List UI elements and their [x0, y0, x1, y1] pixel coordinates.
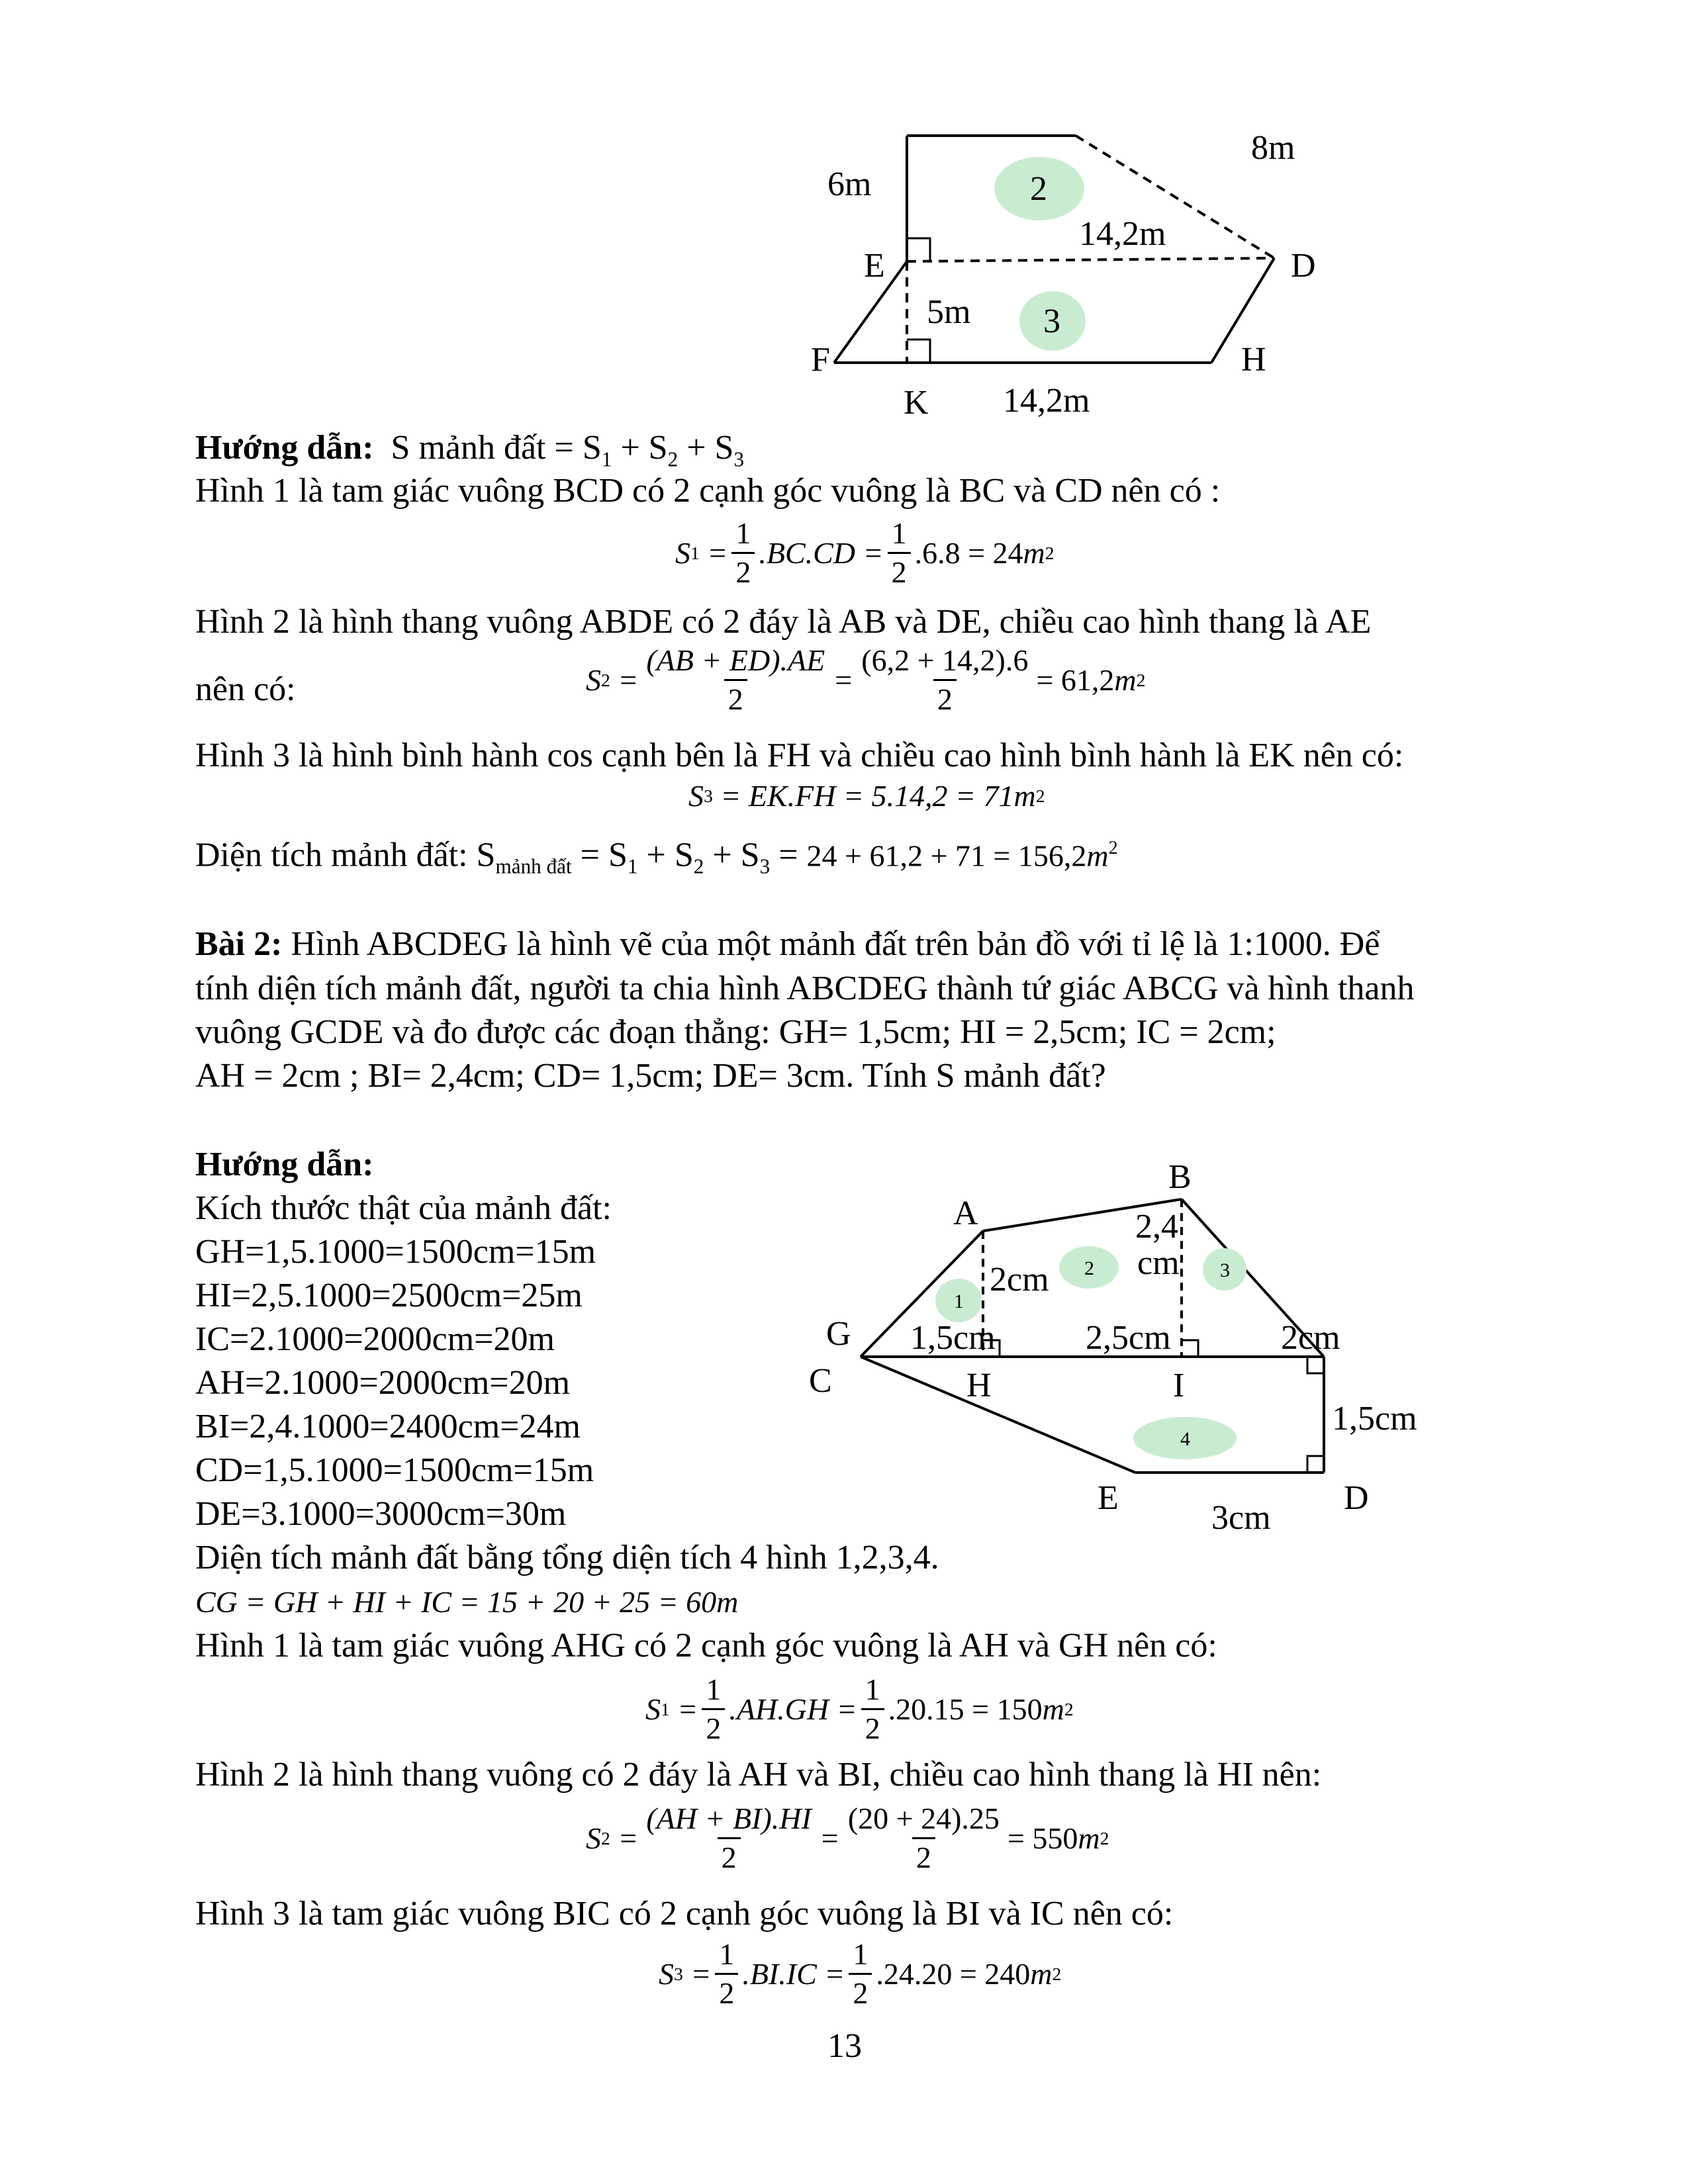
hinh1-text: Hình 1 là tam giác vuông BCD có 2 cạnh góc vuông là BC và CD nên có :: [195, 472, 1221, 510]
bai2-line-3: vuông GCDE và đo được các đoạn thẳng: GH= 1,5cm; HI = 2,5cm; IC = 2cm;: [195, 1013, 1276, 1051]
hinh3-text: Hình 3 là hình bình hành cos cạnh bên là FH và chiều cao hình bình hành là EK nên có:: [195, 737, 1404, 774]
size-line-0: Kích thước thật của mảnh đất:: [195, 1189, 612, 1227]
label-e: E: [1098, 1479, 1119, 1517]
label-e: E: [864, 247, 885, 285]
label-f: F: [811, 341, 830, 379]
bai2-line-2: tính diện tích mảnh đất, người ta chia hình ABCDEG thành tứ giác ABCG và hình thanh: [195, 970, 1415, 1007]
total-area-line: Diện tích mảnh đất: $S_{mảnh đất} = S_1 + S_2 + S_3 = 24 + 61,2 + 71 = 156,2m^2$: [195, 836, 1118, 878]
bai2-line-4: AH = 2cm ; BI= 2,4cm; CD= 1,5cm; DE= 3cm. Tính S mảnh đất?: [195, 1057, 1106, 1095]
label-b: B: [1168, 1158, 1192, 1196]
label-de-length: 3cm: [1211, 1499, 1271, 1537]
label-hi-length: 2,5cm: [1086, 1319, 1171, 1357]
hinh1-ahg-text: Hình 1 là tam giác vuông AHG có 2 cạnh góc vuông là AH và GH nên có:: [195, 1627, 1217, 1664]
sum-text: S mảnh đất = S: [391, 429, 602, 467]
label-region-2: 2: [1030, 170, 1047, 208]
guide-heading: Hướng dẫn:: [195, 429, 374, 467]
formula2-s3: S 3 = $\frac{1}{2}$ .BI.IC = $\frac{1}{2}$ .24.20 = 240 m 2: [659, 1936, 1061, 2012]
label-region-2: 2: [1084, 1257, 1094, 1279]
label-bi-unit: cm: [1137, 1244, 1180, 1282]
size-line-3: IC=2.1000=2000cm=20m: [195, 1320, 555, 1358]
label-8m: 8m: [1251, 129, 1295, 167]
label-d: D: [1291, 247, 1316, 285]
label-k: K: [904, 384, 929, 422]
label-region-3: 3: [1220, 1259, 1230, 1281]
size-line-2: HI=2,5.1000=2500cm=25m: [195, 1277, 583, 1314]
label-h: H: [1241, 341, 1266, 379]
label-5m: 5m: [927, 293, 971, 331]
hinh2-text: Hình 2 là hình thang vuông ABDE có 2 đáy là AB và DE, chiều cao hình thang là AE: [195, 603, 1372, 641]
formula2-s2: S 2 = $\frac{(AH + BI).HI}{2}$ = $\frac{(20 + 24).25}{2}$ = 550 m 2: [586, 1800, 1109, 1876]
page-number: 13: [827, 2027, 862, 2065]
label-region-1: 1: [954, 1291, 964, 1312]
label-ic-length: 2cm: [1281, 1319, 1340, 1357]
size-line-8: Diện tích mảnh đất bằng tổng diện tích 4 hình 1,2,3,4.: [195, 1539, 939, 1576]
label-d: D: [1344, 1479, 1369, 1517]
label-6m: 6m: [827, 165, 872, 203]
size-line-6: CD=1,5.1000=1500cm=15m: [195, 1451, 594, 1489]
figure-2: [794, 1138, 1456, 1549]
guide2-heading: Hướng dẫn:: [195, 1146, 374, 1183]
guide-sum-line: Hướng dẫn: S mảnh đất = $S_1 + S_2 + S_3$: [195, 429, 745, 471]
hinh2-text-cont: nên có:: [195, 670, 296, 708]
label-de-length: 14,2m: [1079, 215, 1166, 253]
label-i: I: [1173, 1367, 1185, 1404]
figure-1: [761, 113, 1423, 430]
label-bi-length: 2,4: [1135, 1208, 1178, 1246]
bai2-title: Bài 2:: [195, 925, 283, 963]
label-h: H: [966, 1367, 992, 1404]
label-a: A: [953, 1195, 978, 1232]
formula2-s1: S 1 = $\frac{1}{2}$ .AH.GH = $\frac{1}{2}$ .20.15 = 150 m 2: [645, 1671, 1074, 1747]
size-line-1: GH=1,5.1000=1500cm=15m: [195, 1233, 596, 1271]
size-line-7: DE=3.1000=3000cm=30m: [195, 1495, 567, 1533]
hinh2-trapezoid-text: Hình 2 là hình thang vuông có 2 đáy là AH và BI, chiều cao hình thang là HI nên:: [195, 1756, 1322, 1794]
cg-formula: CG = GH + HI + IC = 15 + 20 + 25 = 60m: [195, 1585, 739, 1619]
size-line-5: BI=2,4.1000=2400cm=24m: [195, 1408, 581, 1445]
hinh3-bic-text: Hình 3 là tam giác vuông BIC có 2 cạnh góc vuông là BI và IC nên có:: [195, 1895, 1174, 1933]
label-c: C: [809, 1362, 832, 1400]
label-gh-length: 1,5cm: [910, 1319, 996, 1357]
formula-s1: S 1 = $\frac{1}{2}$ .BC.CD = $\frac{1}{2}$ .6.8 = 24 m 2: [675, 515, 1055, 591]
label-cd-length: 1,5cm: [1332, 1400, 1417, 1437]
formula-s2: S 2 = $\frac{(AB + ED).AE}{2}$ = $\frac{(6,2 + 14,2).6}{2}$ = 61,2 m 2: [586, 642, 1145, 718]
label-region-3: 3: [1043, 302, 1060, 340]
size-line-4: AH=2.1000=2000cm=20m: [195, 1364, 571, 1402]
label-region-4: 4: [1180, 1428, 1190, 1450]
bai2-line-1: Bài 2: Hình ABCDEG là hình vẽ của một mảnh đất trên bản đồ với tỉ lệ là 1:1000. Để: [195, 925, 1380, 963]
label-ah-length: 2cm: [990, 1261, 1049, 1298]
label-g: G: [826, 1315, 851, 1353]
formula-s3: S 3 = EK.FH = 5.14,2 = 71 m 2: [688, 779, 1045, 813]
label-fh-length: 14,2m: [1003, 382, 1090, 420]
